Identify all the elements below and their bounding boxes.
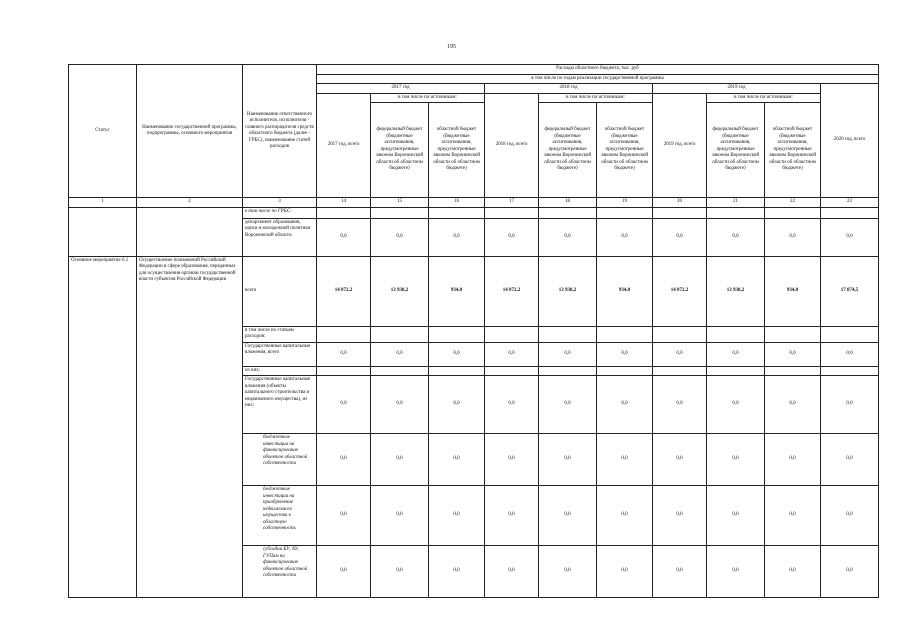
value-cell: 0,0 [707,376,765,434]
value-cell: 0,0 [821,486,879,546]
value-cell: 0,0 [485,376,539,434]
col-number: 20 [653,198,707,208]
measure-name: Осуществление полномочий Российской Федерации в сфере образования, переданных для осуществления органам государственной власти субъектов Российской Федерации [137,256,243,598]
federal-2018-header: федеральный бюджет (бюджетные ассигнования, предусмотренные законом Воронежской области об областном бюджете) [539,103,597,198]
value-cell: 0,0 [653,434,707,486]
value-cell: 0,0 [429,376,485,434]
col-number: 16 [429,198,485,208]
value-cell: 0,0 [765,434,821,486]
value-cell: 0,0 [765,546,821,598]
value-cell: 0,0 [371,376,429,434]
measure-status: Основное мероприятие 6.1 [69,256,137,598]
value-cell: 14 872,2 [653,256,707,326]
value-cell: 0,0 [371,434,429,486]
of-them-label: из них: [243,366,317,376]
col-number: 23 [821,198,879,208]
value-cell: 0,0 [707,434,765,486]
value-cell: 0,0 [539,342,597,366]
total-2020-header: 2020 год, всего [821,84,879,198]
regional-2018-header: областной бюджет (бюджетные ассигнования, предусмотренные законом Воронежской области об областном бюджете) [597,103,653,198]
value-cell: 0,0 [485,486,539,546]
value-cell: 934,0 [429,256,485,326]
year-2017-header: 2017 год [317,84,485,94]
value-cell: 14 872,2 [485,256,539,326]
value-cell: 0,0 [821,218,879,256]
value-cell: 0,0 [485,342,539,366]
value-cell: 0,0 [371,546,429,598]
grbs-header: Наименование ответственного исполнителя, исполнителя - главного распорядителя средств областного бюджета (далее - ГРБС), наименование статей расходов [243,65,317,198]
year-2019-header: 2019 год [653,84,821,94]
by-years-header: в том числе по годам реализации государственной программы [317,74,879,84]
value-cell: 0,0 [597,546,653,598]
col-number: 17 [485,198,539,208]
value-cell: 17 874,5 [821,256,879,326]
table-row [69,207,879,218]
value-cell: 934,0 [765,256,821,326]
sources-2017-header: в том числе по источникам: [371,93,485,103]
value-cell: 0,0 [597,376,653,434]
value-cell: 0,0 [707,546,765,598]
regional-2017-header: областной бюджет (бюджетные ассигнования, предусмотренные законом Воронежской области об областном бюджете) [429,103,485,198]
page-number: 195 [447,44,456,50]
federal-2019-header: федеральный бюджет (бюджетные ассигнования, предусмотренные законом Воронежской области об областном бюджете) [707,103,765,198]
value-cell: 934,0 [597,256,653,326]
value-cell: 0,0 [653,546,707,598]
value-cell: 0,0 [317,486,371,546]
value-cell: 0,0 [707,218,765,256]
value-cell: 13 938,2 [707,256,765,326]
col-number: 18 [539,198,597,208]
value-cell: 0,0 [765,376,821,434]
value-cell: 13 938,2 [371,256,429,326]
value-cell: 0,0 [821,546,879,598]
status-header: Статус [69,65,137,198]
value-cell: 0,0 [539,376,597,434]
total-2018-header: 2018 год, всего [485,93,539,198]
col-number: 14 [317,198,371,208]
value-cell: 0,0 [539,546,597,598]
table-row [69,218,879,256]
col-number: 19 [597,198,653,208]
grbs-label: в том числе по ГРБС: [243,207,317,218]
value-cell: 0,0 [317,546,371,598]
value-cell: 0,0 [371,486,429,546]
value-cell: 0,0 [597,342,653,366]
sources-2019-header: в том числе по источникам: [707,93,821,103]
value-cell: 0,0 [429,546,485,598]
value-cell: 0,0 [429,342,485,366]
total-label: всего [243,256,317,326]
capital-label: Государственные капитальные вложения, всего [243,342,317,366]
total-2017-header: 2017 год, всего [317,93,371,198]
budget-acquire-label: бюджетные инвестиции на приобретение недвижимого имущества в областную собственность [243,486,317,546]
budget-invest-label: бюджетные инвестиции на финансирование объектов областной собственности [243,434,317,486]
value-cell: 0,0 [485,546,539,598]
value-cell: 0,0 [539,434,597,486]
value-cell: 0,0 [707,486,765,546]
program-name-header: Наименование государственной программы, подпрограммы, основного мероприятия [137,65,243,198]
value-cell: 0,0 [597,486,653,546]
value-cell: 0,0 [317,434,371,486]
value-cell: 0,0 [429,218,485,256]
col-number: 2 [137,198,243,208]
value-cell: 14 872,2 [317,256,371,326]
value-cell: 0,0 [653,218,707,256]
value-cell: 0,0 [653,376,707,434]
year-2018-header: 2018 год [485,84,653,94]
value-cell: 0,0 [765,218,821,256]
value-cell: 0,0 [371,218,429,256]
expenses-title: Расходы областного бюджета, тыс. руб [317,65,879,75]
value-cell: 0,0 [597,218,653,256]
value-cell: 0,0 [429,434,485,486]
regional-2019-header: областной бюджет (бюджетные ассигнования, предусмотренные законом Воронежской области об областном бюджете) [765,103,821,198]
col-number: 15 [371,198,429,208]
sources-2018-header: в том числе по источникам: [539,93,653,103]
value-cell: 0,0 [317,342,371,366]
value-cell: 0,0 [821,376,879,434]
value-cell: 0,0 [653,342,707,366]
capital-objects-label: Государственные капитальные вложения (объекты капитального строительства и недвижимого имущества), из них: [243,376,317,434]
value-cell: 0,0 [539,486,597,546]
value-cell: 0,0 [317,376,371,434]
by-articles-label: в том числе по статьям расходов: [243,326,317,342]
value-cell: 0,0 [485,218,539,256]
value-cell: 0,0 [765,486,821,546]
value-cell: 0,0 [821,342,879,366]
col-number: 1 [69,198,137,208]
value-cell: 0,0 [371,342,429,366]
value-cell: 0,0 [485,434,539,486]
value-cell: 0,0 [429,486,485,546]
value-cell: 0,0 [821,434,879,486]
value-cell: 13 938,2 [539,256,597,326]
col-number: 3 [243,198,317,208]
column-numbers-row [69,198,879,208]
col-number: 22 [765,198,821,208]
value-cell: 0,0 [539,218,597,256]
department-label: департамент образования, науки и молодежной политики Воронежской области [243,218,317,256]
total-2019-header: 2019 год, всего [653,93,707,198]
subsidies-label: субсидии БУ, АУ, ГУПам на финансирование объектов областной собственности [243,546,317,598]
federal-2017-header: федеральный бюджет (бюджетные ассигнования, предусмотренные законом Воронежской области об областном бюджете) [371,103,429,198]
value-cell: 0,0 [597,434,653,486]
value-cell: 0,0 [317,218,371,256]
col-number: 21 [707,198,765,208]
value-cell: 0,0 [653,486,707,546]
value-cell: 0,0 [765,342,821,366]
value-cell: 0,0 [707,342,765,366]
table-row [69,256,879,326]
budget-table [68,64,879,598]
